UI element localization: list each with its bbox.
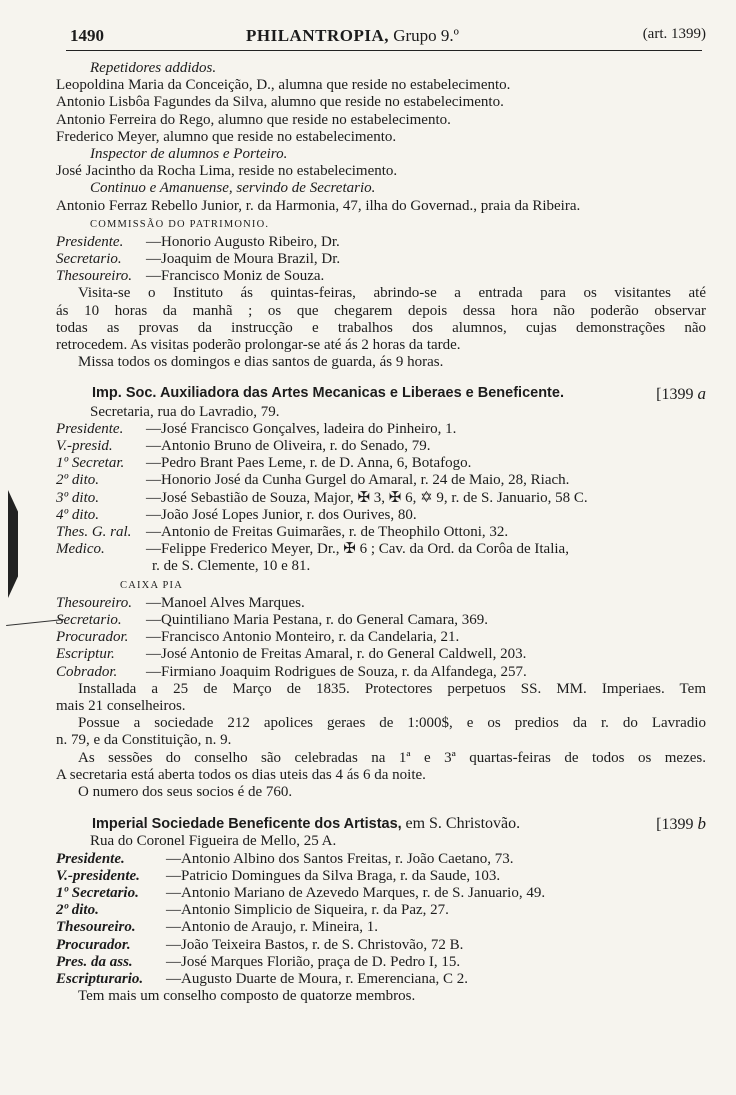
officer-entry: —Francisco Antonio Monteiro, r. da Candelaria, 21. [146,629,460,646]
society-title: Imp. Soc. Auxiliadora das Artes Mecanicas e Liberaes e Beneficente. [92,385,564,402]
officer-entry: —Antonio de Araujo, r. Mineira, 1. [166,919,379,936]
officer-row [56,919,706,936]
text-line: Missa todos os domingos e dias santos de guarda, ás 9 horas. [78,354,444,371]
officer-row [56,490,706,507]
officer-title: Procurador. [56,936,131,953]
officer-row [56,646,706,663]
society-address: Rua do Coronel Figueira de Mello, 25 A. [90,833,337,850]
officer-title: 2º dito. [56,902,99,919]
officer-title: Thesoureiro. [56,268,132,285]
officer-entry: —Antonio Albino dos Santos Freitas, r. João Caetano, 73. [166,850,514,867]
officer-row [56,524,706,541]
officer-title: Medico. [56,541,105,558]
officer-entry: —Pedro Brant Paes Leme, r. de D. Anna, 6, Botafogo. [146,455,472,472]
officer-title: Presidente. [56,233,124,250]
note-line: Installada a 25 de Março de 1835. Protectores perpetuos SS. MM. Imperiaes. Tem [78,680,706,697]
text-line: retrocedem. As visitas poderão prolongar-se até ás 2 horas da tarde. [56,337,461,354]
officer-row [56,664,706,681]
officer-title: V.-presid. [56,438,113,455]
caixa-heading: CAIXA PIA [120,579,184,591]
note-line: As sessões do conselho são celebradas na 1ª e 3ª quartas-feiras de todos os mezes. [78,749,706,766]
running-title-bold: PHILANTROPIA, [246,26,389,45]
text-line: Frederico Meyer, alumno que reside no estabelecimento. [56,128,397,145]
page-header [70,26,706,50]
text-line: Antonio Ferreira do Rego, alumno que reside no estabelecimento. [56,111,451,128]
text-line: ás 10 horas da manhã ; os que chegarem depois dessa hora não poderão observar [56,302,706,319]
officer-title: 3º dito. [56,489,99,506]
officer-entry: —Manoel Alves Marques. [146,594,305,611]
section-heading: Continuo e Amanuense, servindo de Secretario. [90,180,376,197]
officer-row [56,234,706,251]
header-rule [66,50,702,51]
text-line: Antonio Ferraz Rebello Junior, r. da Harmonia, 47, ilha do Governad., praia da Ribeira. [56,197,581,214]
margin-bracket-mark [8,490,18,598]
note-line: Possue a sociedade 212 apolices geraes de 1:000$, e os predios da r. do Lavradio [78,715,706,732]
commission-heading: COMMISSÃO DO PATRIMONIO. [90,218,270,230]
officer-title: Pres. da ass. [56,953,133,970]
officer-title: Thesoureiro. [56,919,136,936]
officer-row [56,438,706,455]
officer-row [56,541,706,558]
officer-entry: —Augusto Duarte de Moura, r. Emerenciana, C 2. [166,970,468,987]
officer-row [56,902,706,919]
officer-entry: —Patricio Domingues da Silva Braga, r. da Saude, 103. [166,867,501,884]
society-title-row [56,385,706,403]
officer-row [56,472,706,489]
document-body [56,60,706,1005]
resident-list [56,77,706,146]
text-line: todas as provas da instrucção e trabalhos dos alumnos, cujas demonstrações não [56,319,706,336]
officer-title: Procurador. [56,629,129,646]
officer-entry: —Antonio de Freitas Guimarães, r. de Theophilo Ottoni, 32. [146,524,509,541]
officer-entry: —Firmiano Joaquim Rodrigues de Souza, r. da Alfandega, 257. [146,663,527,680]
section-heading: Repetidores addidos. [90,60,217,76]
officer-row [56,851,706,868]
officer-row [56,595,706,612]
commission-officers [56,234,706,286]
closing-line: Tem mais um conselho composto de quatorze membros. [78,988,416,1005]
officer-title: Presidente. [56,850,125,867]
officer-row [56,868,706,885]
officer-title: 4º dito. [56,506,99,523]
society-title: Imperial Sociedade Beneficente dos Artistas, [92,816,402,833]
text-line: Leopoldina Maria da Conceição, D., alumna que reside no estabelecimento. [56,77,511,94]
caixa-officers [56,595,706,681]
officer-row [56,937,706,954]
text-line: Antonio Lisbôa Fagundes da Silva, alumno que reside no estabelecimento. [56,94,504,111]
society-officers [56,421,706,559]
officer-row [56,612,706,629]
officer-entry: —Antonio Simplicio de Siqueira, r. da Paz, 27. [166,902,449,919]
officer-title: Escriptur. [56,646,115,663]
officer-row [56,455,706,472]
officer-row [56,954,706,971]
society-address: Secretaria, rua do Lavradio, 79. [90,403,280,420]
note-line: O numero dos seus socios é de 760. [78,783,293,800]
officer-entry: —Honorio Augusto Ribeiro, Dr. [146,233,340,250]
officer-title: Thesoureiro. [56,594,132,611]
officer-entry: —Quintiliano Maria Pestana, r. do General Camara, 369. [146,611,488,628]
text-line: r. de S. Clemente, 10 e 81. [152,558,311,575]
note-line: A secretaria está aberta todos os dias uteis das 4 ás 6 da noite. [56,766,426,783]
officer-entry: —Joaquim de Moura Brazil, Dr. [146,251,341,268]
officer-row [56,251,706,268]
officer-row [56,629,706,646]
officer-entry: —José Sebastião de Souza, Major, ✠ 3, ✠ 6, ✡ 9, r. de S. Januario, 58 C. [146,489,588,506]
running-title [246,26,459,46]
visit-paragraph [56,285,706,354]
officer-title: Thes. G. ral. [56,524,132,541]
note-line: mais 21 conselheiros. [56,697,186,714]
officer-title: Secretario. [56,611,122,628]
officer-title: 2º dito. [56,472,99,489]
running-title-rest: Grupo 9.º [393,26,459,45]
officer-entry: —Antonio Bruno de Oliveira, r. do Senado, 79. [146,438,431,455]
note-line: n. 79, e da Constituição, n. 9. [56,732,232,749]
officer-title: Presidente. [56,420,124,437]
officer-entry: —Francisco Moniz de Souza. [146,268,325,285]
society-title-row [56,815,706,833]
article-number: [1399 b [656,815,706,834]
officer-entry: —José Francisco Gonçalves, ladeira do Pinheiro, 1. [146,420,457,437]
society-officers [56,851,706,989]
society-title-rest: em S. Christovão. [405,815,521,833]
officer-title: 1º Secretario. [56,884,139,901]
officer-entry: —José Marques Florião, praça de D. Pedro I, 15. [166,953,461,970]
text-line: José Jacintho da Rocha Lima, reside no estabelecimento. [56,163,398,180]
officer-entry: —José Antonio de Freitas Amaral, r. do General Caldwell, 203. [146,646,527,663]
officer-title: 1º Secretar. [56,455,125,472]
section-heading: Inspector de alumnos e Porteiro. [90,146,288,163]
officer-row [56,971,706,988]
officer-entry: —Felippe Frederico Meyer, Dr., ✠ 6 ; Cav. da Ord. da Corôa de Italia, [146,541,569,558]
officer-entry: —Honorio José da Cunha Gurgel do Amaral, r. 24 de Maio, 28, Riach. [146,472,570,489]
officer-title: Cobrador. [56,663,118,680]
text-line: Visita-se o Instituto ás quintas-feiras, abrindo-se a entrada para os visitantes até [78,285,706,302]
officer-row [56,885,706,902]
officer-entry: —Antonio Mariano de Azevedo Marques, r. de S. Januario, 49. [166,884,546,901]
officer-title: V.-presidente. [56,867,140,884]
article-reference: (art. 1399) [642,26,706,42]
officer-entry: —João Teixeira Bastos, r. de S. Christovão, 72 B. [166,936,464,953]
society-notes [56,681,706,801]
officer-row [56,507,706,524]
page-number: 1490 [70,26,104,45]
officer-entry: —João José Lopes Junior, r. dos Ourives, 80. [146,506,417,523]
officer-title: Escripturario. [56,970,144,987]
officer-title: Secretario. [56,251,122,268]
article-number: [1399 a [656,385,706,404]
officer-row [56,268,706,285]
officer-row [56,421,706,438]
